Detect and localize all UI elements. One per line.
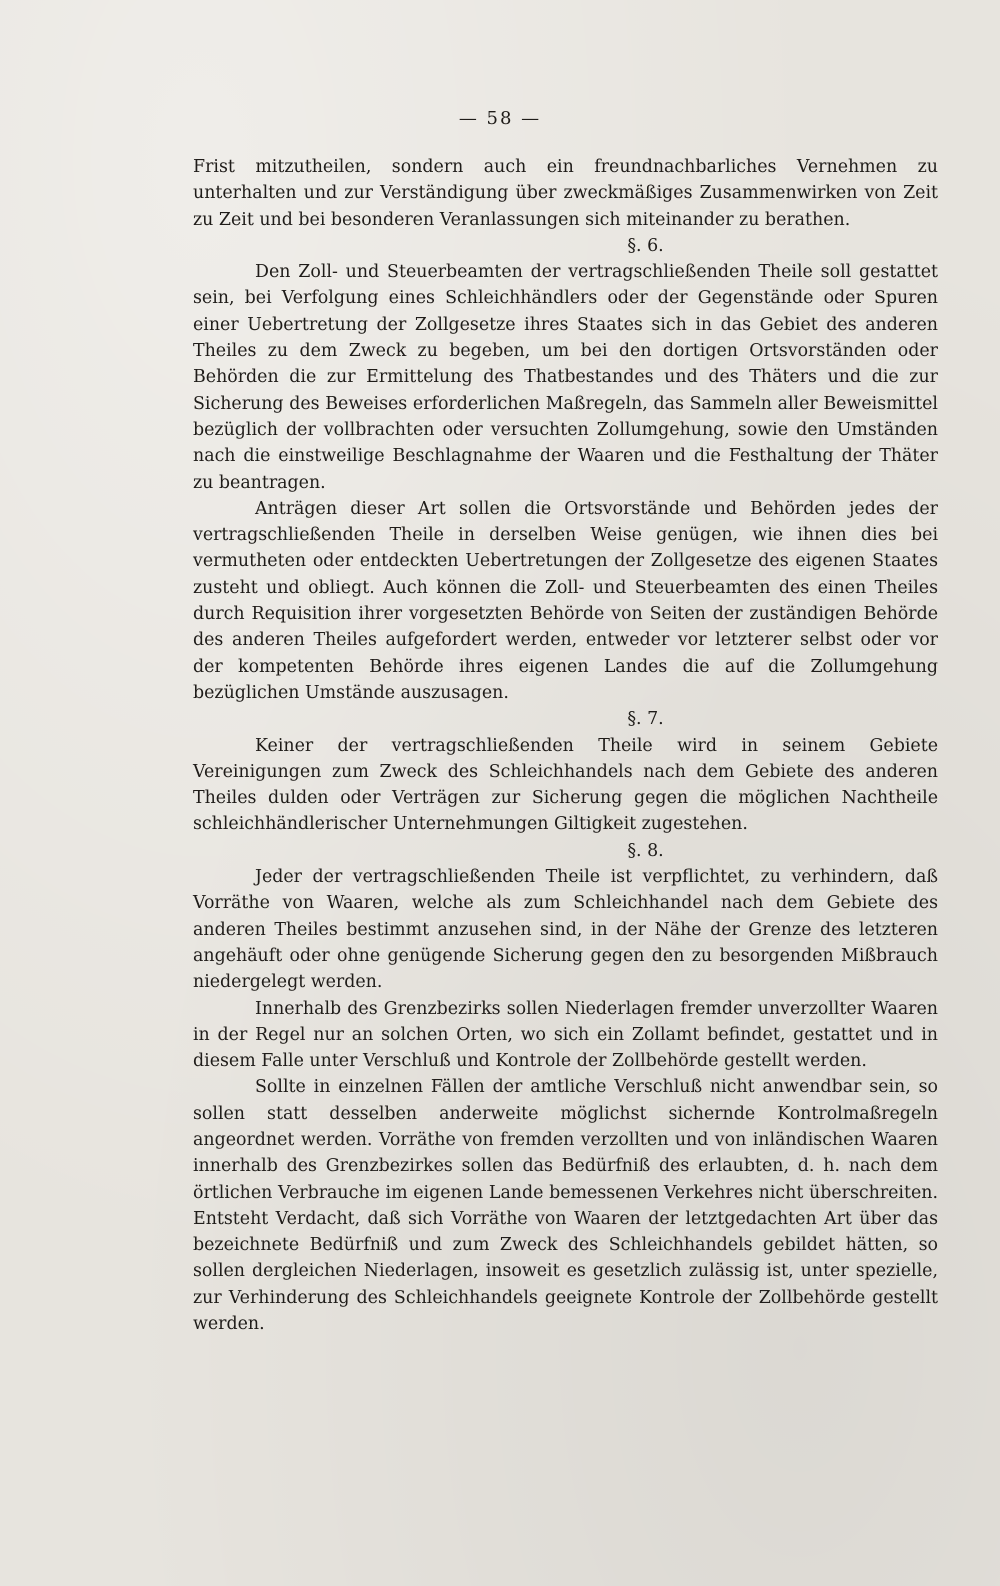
- paragraph-section-8-b: Innerhalb des Grenzbezirks sollen Niederlagen fremder unverzollter Waaren in der Regel nur an solchen Orten, wo sich ein Zollamt befindet, gestattet und in diesem Falle unter Verschluß und Kontrole der Zollbehörde gestellt werden.: [193, 998, 938, 1072]
- paragraph-section-6-a: Den Zoll- und Steuerbeamten der vertragschließenden Theile soll gestattet sein, bei Verfolgung eines Schleichhändlers oder der Gegenstände oder Spuren einer Uebertretung der Zollgesetze ihres Staates sich in das Gebiet des anderen Theiles zu dem Zweck zu begeben, um bei den dortigen Ortsvorständen oder Behörden die zur Ermittelung des Thatbestandes und des Thäters und die zur Sicherung des Beweises erforderlichen Maßregeln, das Sammeln aller Beweismittel bezüglich der vollbrachten oder versuchten Zollumgehung, sowie den Umständen nach die einstweilige Beschlagnahme der Waaren und die Festhaltung der Thäter zu beantragen.: [193, 262, 938, 493]
- section-heading-6: §. 6.: [627, 235, 664, 256]
- paragraph-continuation: Frist mitzutheilen, sondern auch ein freundnachbarliches Vernehmen zu unterhalten und zur Verständigung über zweckmäßiges Zusammenwirken von Zeit zu Zeit und bei besonderen Veranlassungen sich miteinander zu berathen.: [193, 157, 938, 230]
- paragraph-section-7: Keiner der vertragschließenden Theile wird in seinem Gebiete Vereinigungen zum Zweck des Schleichhandels nach dem Gebiete des anderen Theiles dulden oder Verträgen zur Sicherung gegen die möglichen Nachtheile schleichhändlerischer Unternehmungen Giltigkeit zugestehen.: [193, 735, 938, 835]
- section-heading-8: §. 8.: [627, 840, 664, 861]
- paragraph-section-8-a: Jeder der vertragschließenden Theile ist verpflichtet, zu verhindern, daß Vorräthe von Waaren, welche als zum Schleichhandel nach dem Gebiete des anderen Theiles bestimmt anzusehen sind, in der Nähe der Grenze des letzteren angehäuft oder ohne genügende Sicherung gegen den zu besorgenden Mißbrauch niedergelegt werden.: [193, 867, 938, 993]
- section-heading-7: §. 7.: [627, 709, 664, 730]
- page-number: — 58 —: [458, 108, 542, 129]
- paragraph-section-8-c: Sollte in einzelnen Fällen der amtliche Verschluß nicht anwendbar sein, so sollen statt desselben anderweite möglichst sichernde Kontrolmaßregeln angeordnet werden. Vorräthe von fremden verzollten und von inländischen Waaren innerhalb des Grenzbezirkes sollen das Bedürfniß des erlaubten, d. h. nach dem örtlichen Verbrauche im eigenen Lande bemessenen Verkehres nicht überschreiten. Entsteht Verdacht, daß sich Vorräthe von Waaren der letztgedachten Art über das bezeichnete Bedürfniß und zum Zweck des Schleichhandels gebildet hätten, so sollen dergleichen Niederlagen, insoweit es gesetzlich zulässig ist, unter spezielle, zur Verhinderung des Schleichhandels geeignete Kontrole der Zollbehörde gestellt werden.: [193, 1077, 938, 1335]
- document-body: [193, 154, 938, 1337]
- paragraph-section-6-b: Anträgen dieser Art sollen die Ortsvorstände und Behörden jedes der vertragschließenden Theile in derselben Weise genügen, wie ihnen dies bei vermutheten oder entdeckten Uebertretungen der Zollgesetze des eigenen Staates zusteht und obliegt. Auch können die Zoll- und Steuerbeamten des einen Theiles durch Requisition ihrer vorgesetzten Behörde von Seiten der zuständigen Behörde des anderen Theiles aufgefordert werden, entweder vor letzterer selbst oder vor der kompetenten Behörde ihres eigenen Landes die auf die Zollumgehung bezüglichen Umstände auszusagen.: [193, 498, 938, 703]
